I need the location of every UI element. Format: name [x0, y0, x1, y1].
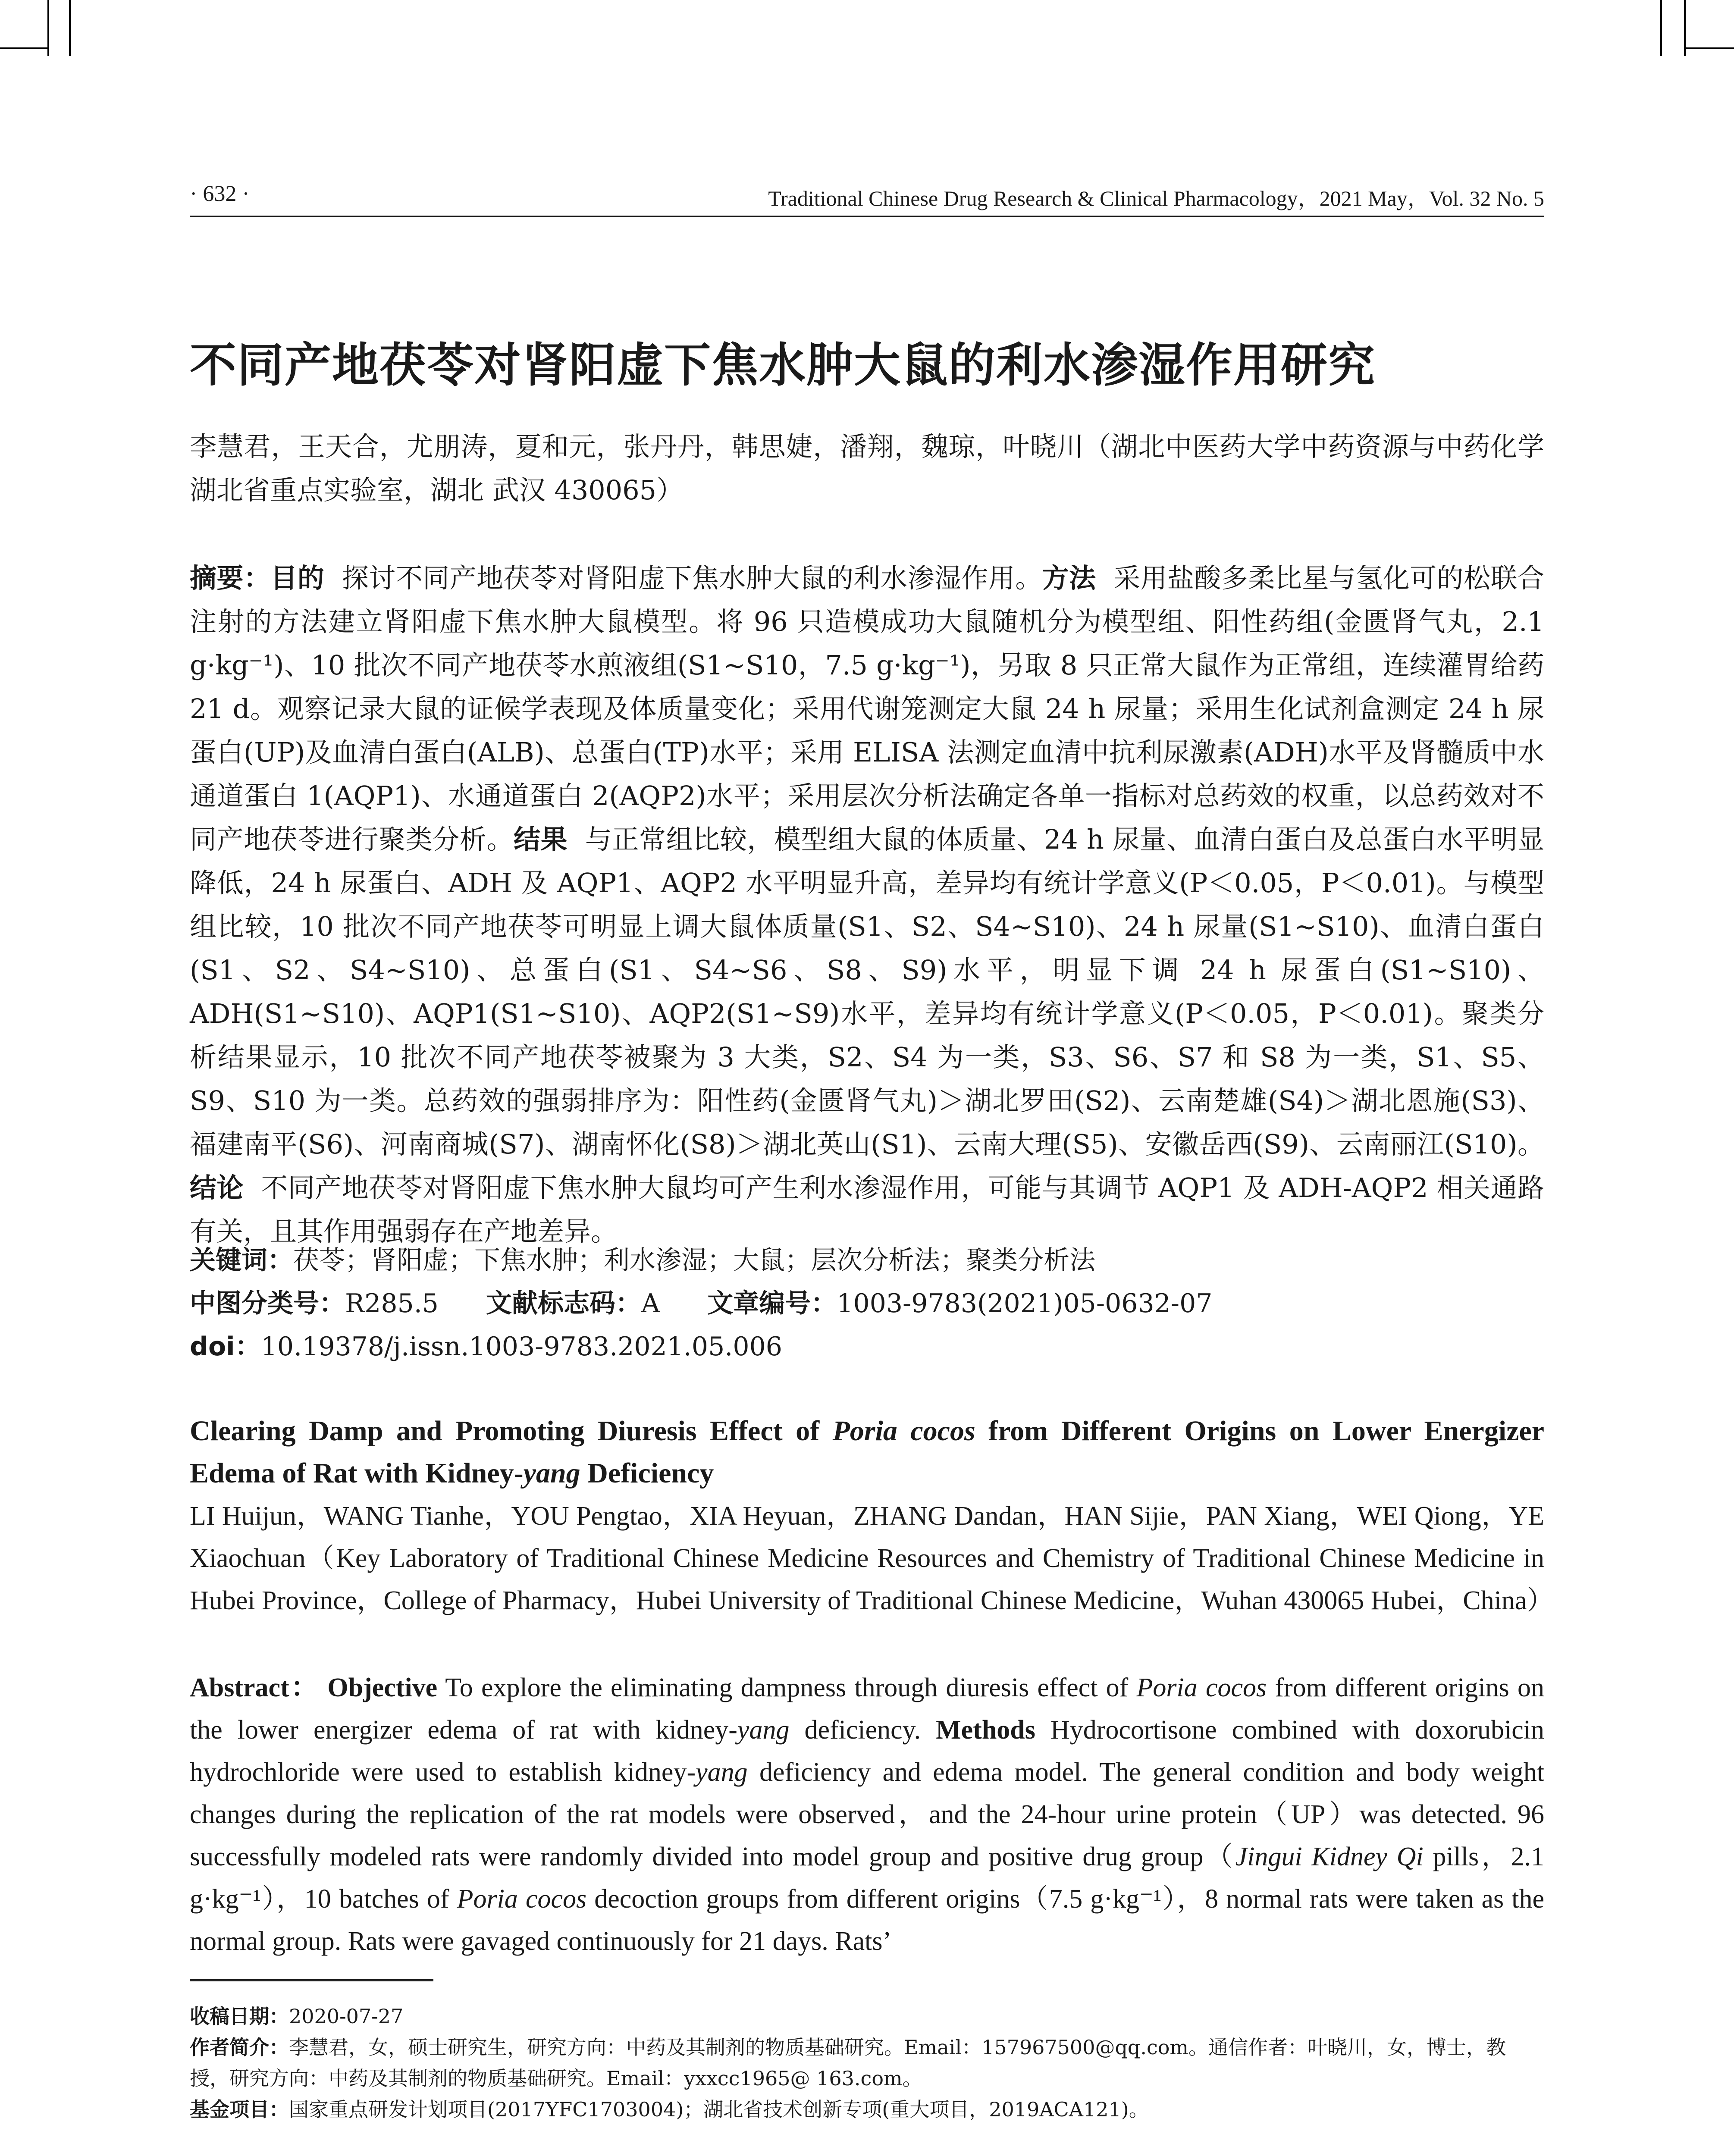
en-italic: yang — [696, 1758, 748, 1787]
en-text: deficiency and edema model. The general condition and body weight changes during the replication of the rat models were observed，and the 24-hour urine protein（UP）was detected. 96 successfully modeled rats were randomly divided into model group and positive drug group（ — [190, 1758, 1544, 1871]
page-number: · 632 · — [190, 182, 250, 206]
en-title-part: from Different Origins on Lower Energizer Edema of Rat with Kidney- — [190, 1415, 1545, 1489]
en-italic: Jingui Kidney Qi — [1235, 1842, 1424, 1871]
received-date: 2020-07-27 — [289, 2005, 404, 2028]
keywords-label: 关键词： — [190, 1245, 293, 1275]
footnote-author — [190, 2032, 1544, 2094]
en-italic: Poria cocos — [1136, 1673, 1267, 1702]
en-objective-label: Objective — [327, 1673, 438, 1702]
chinese-authors: 李慧君，王天合，尤朋涛，夏和元，张丹丹，韩思婕，潘翔，魏琼，叶晓川（湖北中医药大学中药资源与中药化学湖北省重点实验室，湖北 武汉 430065） — [190, 431, 1544, 506]
doccode-label: 文献标志码： — [486, 1288, 641, 1319]
author-text: 李慧君，女，硕士研究生，研究方向：中药及其制剂的物质基础研究。Email：157967500@qq.com。通信作者：叶晓川，女，博士，教授，研究方向：中药及其制剂的物质基础研究。Email：yxxcc1965@ 163.com。 — [190, 2036, 1506, 2090]
keywords-text: 茯苓；肾阳虚；下焦水肿；利水渗湿；大鼠；层次分析法；聚类分析法 — [293, 1245, 1095, 1275]
doi-label: doi： — [190, 1332, 261, 1362]
class-label: 中图分类号： — [190, 1288, 345, 1319]
english-abstract — [190, 1667, 1544, 1962]
en-title-part: Deficiency — [580, 1457, 714, 1489]
crop-mark-top-right-v — [1660, 0, 1662, 56]
en-text: deficiency. — [789, 1715, 936, 1745]
en-title-part: Clearing Damp and Promoting Diuresis Effect of — [190, 1415, 833, 1447]
en-text: To explore the eliminating dampness through diuresis effect of — [437, 1673, 1137, 1702]
en-italic: Poria cocos — [457, 1884, 587, 1914]
class-value: R285.5 — [345, 1288, 439, 1319]
header-rule — [190, 216, 1544, 217]
chinese-abstract — [190, 556, 1544, 1253]
keywords-row — [190, 1240, 1095, 1277]
footnote-rule — [190, 1979, 433, 1981]
en-text: pills，2.1 g·kg⁻¹），10 batches of — [190, 1842, 1544, 1914]
en-abstract-label: Abstract： — [190, 1673, 320, 1702]
journal-header: Traditional Chinese Drug Research & Clinical Pharmacology，2021 May，Vol. 32 No. 5 — [768, 186, 1544, 210]
abstract-label: 摘要： — [190, 562, 271, 594]
fund-label: 基金项目： — [190, 2098, 289, 2121]
crop-mark-top-right-h — [1686, 47, 1734, 49]
author-label: 作者简介： — [190, 2036, 289, 2059]
footnote-fund — [190, 2094, 1544, 2125]
en-text: decoction groups from different origins（7.5 g·kg⁻¹），8 normal rats were taken as the normal group. Rats were gavaged continuously for 21 days. Rats’ — [190, 1884, 1544, 1956]
conclusion-text: 不同产地茯苓对肾阳虚下焦水肿大鼠均可产生利水渗湿作用，可能与其调节 AQP1 及 ADH-AQP2 相关通路有关，且其作用强弱存在产地差异。 — [190, 1172, 1544, 1247]
crop-mark-top-right-v2 — [1684, 0, 1686, 56]
english-authors: LI Huijun，WANG Tianhe，YOU Pengtao，XIA Heyuan，ZHANG Dandan，HAN Sijie，PAN Xiang，WEI Qiong，YE Xiaochuan（Key Laboratory of Traditional Chinese Medicine Resources and Chemistry of Traditional Chinese Medicine in Hubei Province，College of Pharmacy，Hubei University of Traditional Chinese Medicine，Wuhan 430065 Hubei，China） — [190, 1501, 1554, 1615]
results-label: 结果 — [514, 824, 568, 855]
conclusion-label: 结论 — [190, 1172, 244, 1203]
article-label: 文章编号： — [707, 1288, 837, 1319]
en-text: Hydrocortisone combined with doxorubicin hydrochloride were used to establish kidney- — [190, 1715, 1544, 1787]
objective-text: 探讨不同产地茯苓对肾阳虚下焦水肿大鼠的利水渗湿作用。 — [342, 562, 1042, 594]
en-title-italic: Poria cocos — [832, 1415, 975, 1447]
crop-mark-top-left-v — [47, 0, 49, 56]
methods-label: 方法 — [1042, 562, 1096, 594]
article-value: 1003-9783(2021)05-0632-07 — [837, 1288, 1213, 1319]
doi-row — [190, 1326, 782, 1363]
chinese-title: 不同产地茯苓对肾阳虚下焦水肿大鼠的利水渗湿作用研究 — [190, 338, 1376, 392]
fund-text: 国家重点研发计划项目(2017YFC1703004)；湖北省技术创新专项(重大项目，2019ACA121)。 — [289, 2098, 1149, 2121]
english-title — [190, 1410, 1544, 1495]
doccode-value: A — [641, 1288, 660, 1319]
objective-label: 目的 — [270, 562, 325, 594]
results-text: 与正常组比较，模型组大鼠的体质量、24 h 尿量、血清白蛋白及总蛋白水平明显降低，24 h 尿蛋白、ADH 及 AQP1、AQP2 水平明显升高，差异均有统计学意义(P＜0.05，P＜0.01)。与模型组比较，10 批次不同产地茯苓可明显上调大鼠体质量(S1、S2、S4~S10)、24 h 尿量(S1~S10)、血清白蛋白(S1、S2、S4~S10)、总蛋白(S1、S4~S6、S8、S9)水平，明显下调 24 h 尿蛋白(S1~S10)、ADH(S1~S10)、AQP1(S1~S10)、AQP2(S1~S9)水平，差异均有统计学意义(P＜0.05，P＜0.01)。聚类分析结果显示，10 批次不同产地茯苓被聚为 3 大类，S2、S4 为一类，S3、S6、S7 和 S8 为一类，S1、S5、S9、S10 为一类。总药效的强弱排序为：阳性药(金匮肾气丸)＞湖北罗田(S2)、云南楚雄(S4)＞湖北恩施(S3)、福建南平(S6)、河南商城(S7)、湖南怀化(S8)＞湖北英山(S1)、云南大理(S5)、安徽岳西(S9)、云南丽江(S10)。 — [190, 824, 1544, 1160]
classification-row — [190, 1283, 1212, 1320]
received-label: 收稿日期： — [190, 2005, 289, 2028]
methods-text: 采用盐酸多柔比星与氢化可的松联合注射的方法建立肾阳虚下焦水肿大鼠模型。将 96 只造模成功大鼠随机分为模型组、阳性药组(金匮肾气丸，2.1 g·kg⁻¹)、10 批次不同产地茯苓水煎液组(S1~S10，7.5 g·kg⁻¹)，另取 8 只正常大鼠作为正常组，连续灌胃给药 21 d。观察记录大鼠的证候学表现及体质量变化；采用代谢笼测定大鼠 24 h 尿量；采用生化试剂盒测定 24 h 尿蛋白(UP)及血清白蛋白(ALB)、总蛋白(TP)水平；采用 ELISA 法测定血清中抗利尿激素(ADH)水平及肾髓质中水通道蛋白 1(AQP1)、水通道蛋白 2(AQP2)水平；采用层次分析法确定各单一指标对总药效的权重，以总药效对不同产地茯苓进行聚类分析。 — [190, 562, 1544, 855]
en-methods-label: Methods — [936, 1715, 1035, 1745]
crop-mark-top-left-v2 — [69, 0, 71, 56]
en-text: from different origins on the lower energizer edema of rat with kidney- — [190, 1673, 1545, 1745]
en-title-italic: yang — [523, 1457, 580, 1489]
crop-mark-top-left-h — [0, 47, 47, 49]
footnote-received — [190, 2001, 1544, 2032]
doi-value[interactable]: 10.19378/j.issn.1003-9783.2021.05.006 — [260, 1332, 782, 1362]
en-italic: yang — [737, 1715, 790, 1745]
